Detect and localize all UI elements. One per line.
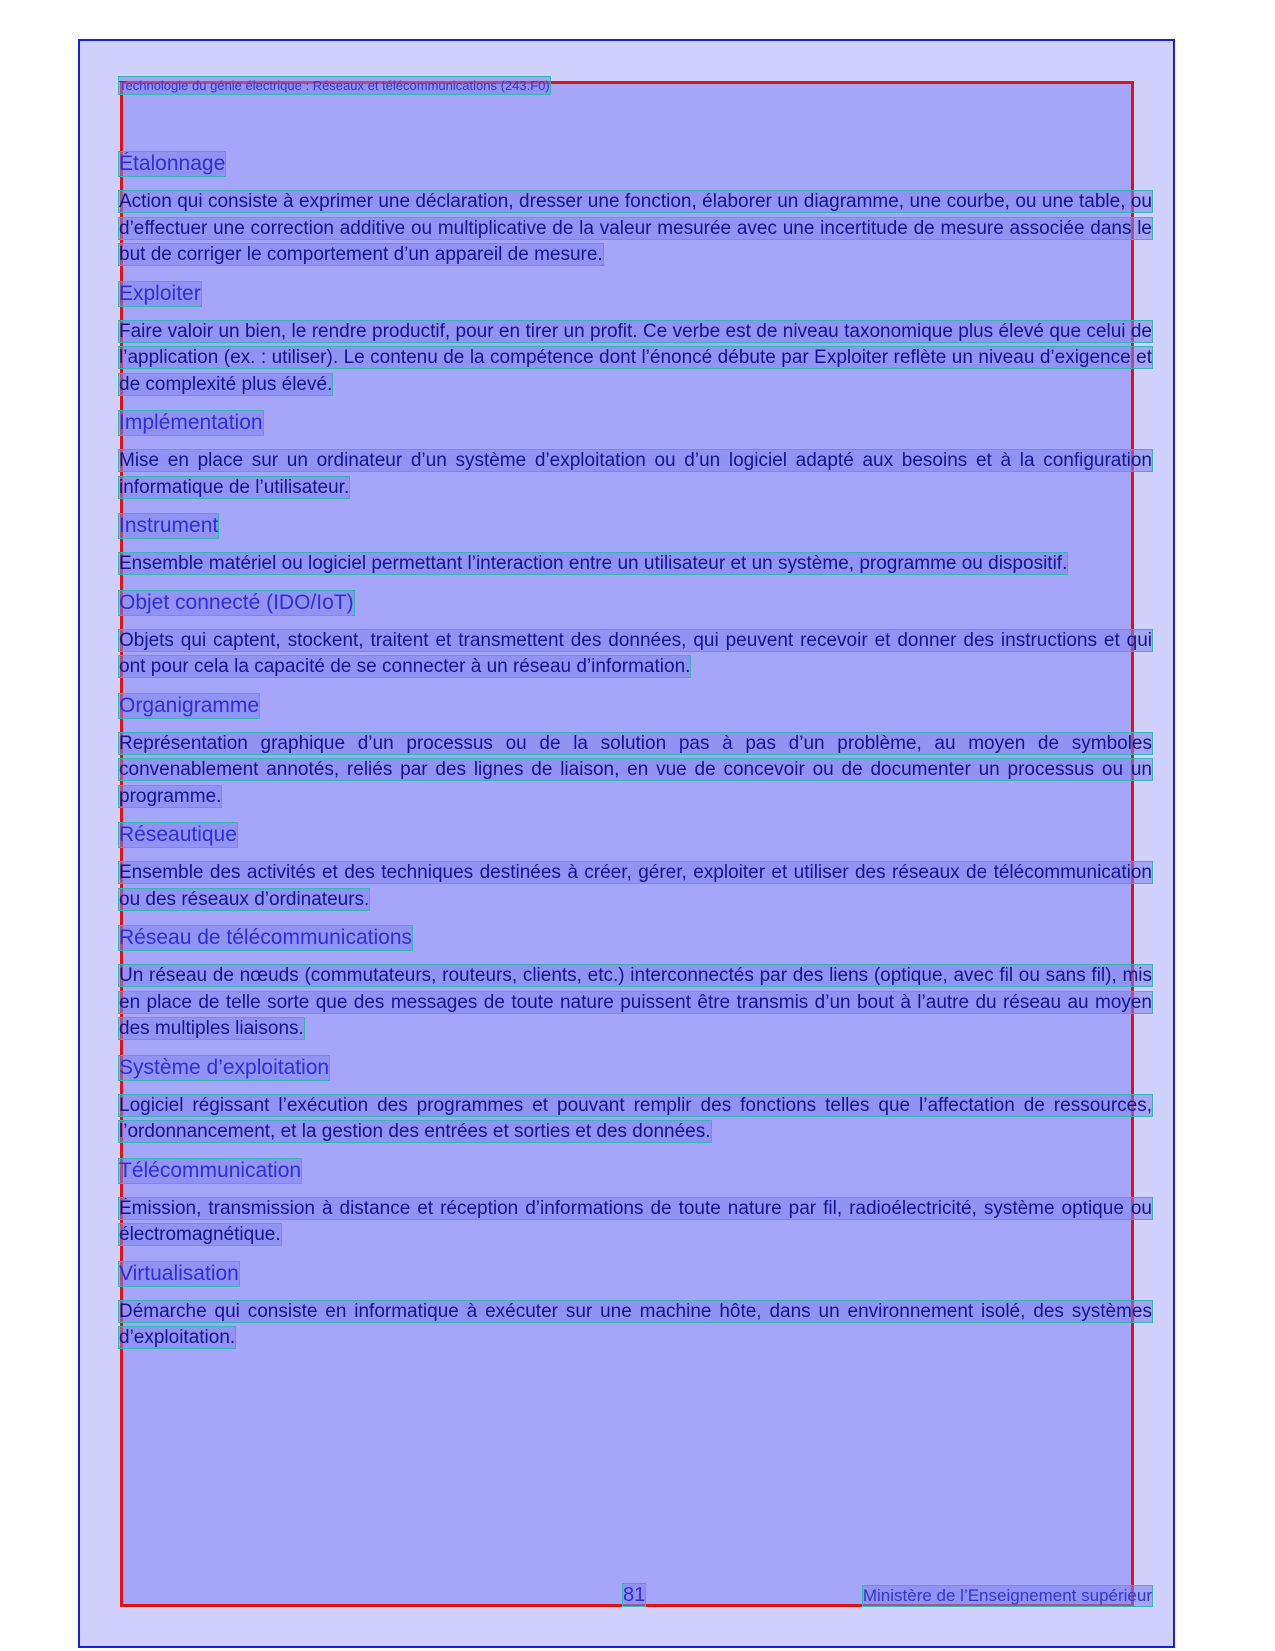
term-definition: Ensemble des activités et des techniques destinées à créer, gérer, exploiter et utiliser des réseaux de télécommunication ou des réseaux d’ordinateurs. [119,862,1152,910]
term-title: Réseautique [119,823,237,846]
term-title: Objet connecté (IDO/IoT) [119,590,354,614]
glossary-entry [119,1159,1152,1249]
glossary-entry [119,514,1152,578]
term-title: Organigramme [119,693,260,717]
glossary-entry [119,694,1152,811]
glossary-entry [119,152,1152,269]
term-definition: Représentation graphique d’un processus ou de la solution pas à pas d’un problème, au moyen de symboles convenablement annotés, reliés par des lignes de liaison, en vue de concevoir ou de documenter un processus ou un programme. [119,732,1152,807]
term-definition: Faire valoir un bien, le rendre productif, pour en tirer un profit. Ce verbe est de niveau taxonomique plus élevé que celui de l’application (ex. : utiliser). Le contenu de la compétence dont l’énoncé débute par Exploiter reflète un niveau d’exigence et de complexité plus élevé. [119,320,1152,395]
term-definition: Mise en place sur un ordinateur d’un système d’exploitation ou d’un logiciel adapté aux besoins et à la configuration informatique de l’utilisateur. [119,450,1152,498]
term-title: Étalonnage [119,152,226,175]
glossary-entry [119,1262,1152,1352]
term-definition: Démarche qui consiste en informatique à exécuter sur une machine hôte, dans un environnement isolé, des systèmes d’exploitation. [119,1300,1152,1348]
term-title: Réseau de télécommunications [119,926,412,949]
term-definition: Un réseau de nœuds (commutateurs, routeurs, clients, etc.) interconnectés par des liens (optique, avec fil ou sans fil), mis en place de telle sorte que des messages de toute nature puissent être transmis d’un bout à l’autre du réseau au moyen des multiples liaisons. [119,965,1152,1039]
term-definition: Action qui consiste à exprimer une déclaration, dresser une fonction, élaborer un diagramme, une courbe, ou une table, ou d’effectuer une correction additive ou multiplicative de la valeur mesurée avec une incertitude de mesure associée dans le but de corriger le comportement d’un appareil de mesure. [119,191,1152,265]
term-title: Système d’exploitation [119,1055,330,1079]
term-definition: Ensemble matériel ou logiciel permettant l’interaction entre un utilisateur et un système, programme ou dispositif. [119,553,1068,574]
glossary-entry [119,591,1152,681]
term-title: Virtualisation [119,1261,239,1285]
glossary-entry [119,1056,1152,1146]
glossary-entry [119,411,1152,501]
page-number: 81 [623,1584,646,1606]
term-definition: Logiciel régissant l’exécution des programmes et pouvant remplir des fonctions telles que l’affectation de ressources, l’ordonnancement, et la gestion des entrées et sorties et des données. [119,1094,1152,1142]
term-definition: Émission, transmission à distance et réception d’informations de toute nature par fil, radioélectricité, système optique ou électromagnétique. [119,1197,1152,1245]
running-head: Technologie du génie électrique : Réseaux et télécommunications (243.F0) [119,78,550,93]
term-definition: Objets qui captent, stockent, traitent et transmettent des données, qui peuvent recevoir et donner des instructions et qui ont pour cela la capacité de se connecter à un réseau d’information. [119,629,1152,677]
term-title: Télécommunication [119,1158,302,1182]
term-title: Instrument [119,514,219,537]
glossary-entry [119,926,1152,1043]
publisher-name: Ministère de l’Enseignement supérieur [862,1586,1152,1605]
term-title: Exploiter [119,281,201,305]
glossary-entry [119,282,1152,399]
term-title: Implémentation [119,411,263,434]
glossary [119,152,1152,1365]
footer [119,1584,1152,1606]
glossary-entry [119,823,1152,913]
